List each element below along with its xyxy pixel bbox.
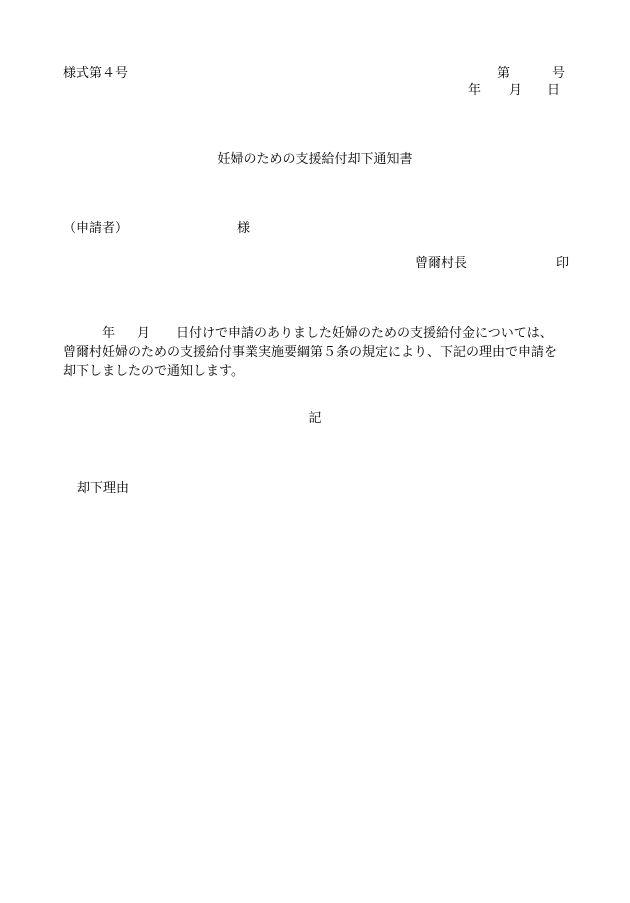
body-line-2: 曾爾村妊婦のための支援給付事業実施要綱第５条の規定により、下記の理由で申請を bbox=[63, 345, 558, 360]
document-title: 妊婦のための支援給付却下通知書 bbox=[217, 152, 413, 167]
notice-body bbox=[63, 324, 569, 381]
form-number: 様式第４号 bbox=[63, 66, 129, 81]
body-line-3: 却下しましたので通知します。 bbox=[63, 364, 244, 379]
body-line-1-text: 日付けで申請のありました妊婦のための支援給付金については、 bbox=[176, 326, 553, 341]
sender-name: 曾爾村長 bbox=[415, 256, 468, 271]
ki-heading: 記 bbox=[308, 411, 322, 426]
date-month-label: 月 bbox=[509, 83, 523, 98]
document-number-prefix: 第 bbox=[497, 66, 511, 81]
body-line-1 bbox=[63, 324, 569, 343]
applicant-label: （申請者） bbox=[63, 221, 129, 236]
honorific-sama: 様 bbox=[237, 221, 251, 236]
date-year-label: 年 bbox=[468, 83, 482, 98]
document-number-suffix: 号 bbox=[552, 66, 566, 81]
body-year-label: 年 bbox=[102, 326, 116, 341]
body-month-label: 月 bbox=[137, 326, 151, 341]
rejection-reason-label: 却下理由 bbox=[77, 481, 130, 496]
seal-mark: 印 bbox=[556, 256, 570, 271]
date-day-label: 日 bbox=[547, 83, 561, 98]
